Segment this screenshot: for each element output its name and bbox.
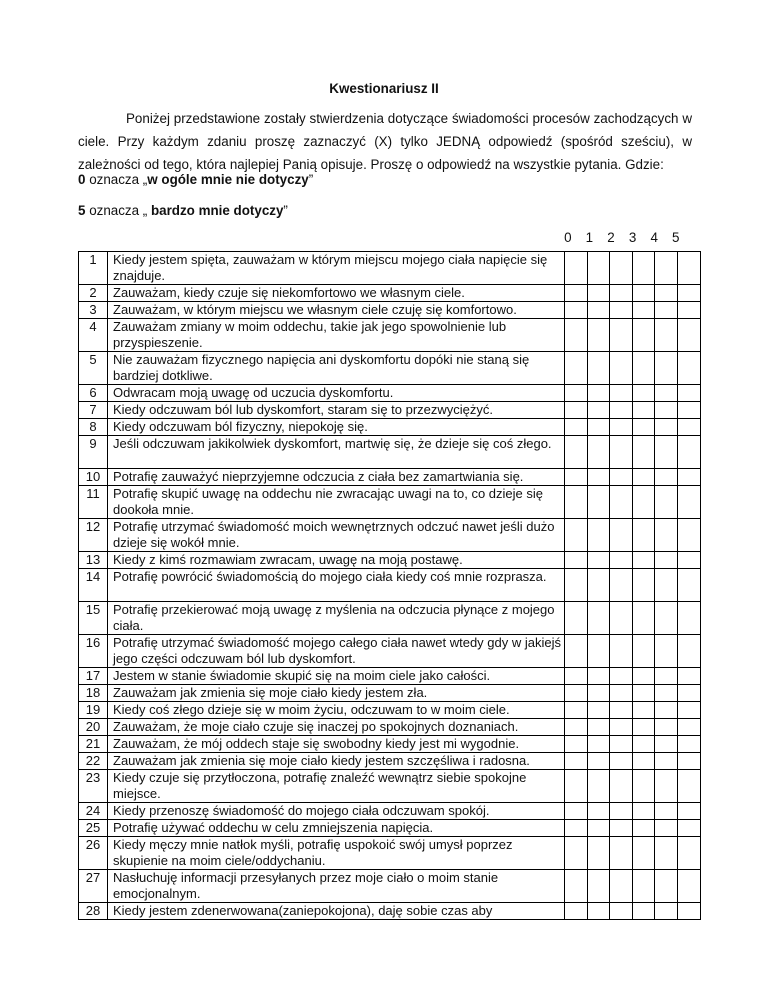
question-text: Kiedy męczy mnie natłok myśli, potrafię uspokoić swój umysł poprzez skupienie na moim ciele/oddychaniu. [108,837,565,870]
answer-box-4[interactable] [655,486,678,519]
answer-box-5[interactable] [677,820,700,837]
answer-box-3[interactable] [632,486,655,519]
answer-box-5[interactable] [677,685,700,702]
question-text: Potrafię skupić uwagę na oddechu nie zwracając uwagi na to, co dzieje się dookoła mnie. [108,486,565,519]
answer-box-4[interactable] [655,519,678,552]
answer-box-0[interactable] [565,719,588,736]
answer-box-4[interactable] [655,569,678,602]
answer-box-3[interactable] [632,668,655,685]
answer-box-0[interactable] [565,602,588,635]
answer-box-1[interactable] [587,519,610,552]
answer-box-5[interactable] [677,753,700,770]
answer-box-3[interactable] [632,302,655,319]
question-row [79,385,701,402]
question-row [79,702,701,719]
answer-box-5[interactable] [677,903,700,920]
answer-box-1[interactable] [587,702,610,719]
answer-box-4[interactable] [655,870,678,903]
answer-box-2[interactable] [610,870,633,903]
answer-box-4[interactable] [655,685,678,702]
answer-box-0[interactable] [565,702,588,719]
answer-box-0[interactable] [565,285,588,302]
answer-box-4[interactable] [655,803,678,820]
answer-box-0[interactable] [565,837,588,870]
question-text: Potrafię powrócić świadomością do mojego ciała kiedy coś mnie rozprasza. [108,569,565,602]
answer-box-5[interactable] [677,252,700,285]
answer-box-3[interactable] [632,469,655,486]
question-number: 9 [79,436,108,469]
column-header-1: 1 [585,230,594,245]
question-row [79,820,701,837]
question-text: Potrafię przekierować moją uwagę z myślenia na odczucia płynące z mojego ciała. [108,602,565,635]
question-text: Nasłuchuję informacji przesyłanych przez moje ciało o moim stanie emocjonalnym. [108,870,565,903]
question-number: 20 [79,719,108,736]
answer-box-1[interactable] [587,903,610,920]
answer-box-1[interactable] [587,436,610,469]
answer-box-5[interactable] [677,385,700,402]
question-row [79,685,701,702]
question-row [79,552,701,569]
question-row [79,803,701,820]
question-row [79,903,701,920]
answer-box-1[interactable] [587,870,610,903]
answer-box-1[interactable] [587,486,610,519]
answer-box-3[interactable] [632,352,655,385]
answer-box-2[interactable] [610,837,633,870]
question-row [79,402,701,419]
answer-box-4[interactable] [655,252,678,285]
answer-box-0[interactable] [565,635,588,668]
answer-box-1[interactable] [587,569,610,602]
answer-box-5[interactable] [677,668,700,685]
question-text: Kiedy jestem zdenerwowana(zaniepokojona), daję sobie czas aby [108,903,565,920]
answer-box-4[interactable] [655,436,678,469]
answer-box-1[interactable] [587,736,610,753]
question-row [79,668,701,685]
question-text: Kiedy czuje się przytłoczona, potrafię znaleźć wewnątrz siebie spokojne miejsce. [108,770,565,803]
answer-box-5[interactable] [677,870,700,903]
question-number: 21 [79,736,108,753]
question-row [79,352,701,385]
answer-box-2[interactable] [610,469,633,486]
question-number: 18 [79,685,108,702]
scale-five-number: 5 [78,203,86,218]
answer-box-5[interactable] [677,419,700,436]
question-number: 12 [79,519,108,552]
answer-box-3[interactable] [632,903,655,920]
answer-box-5[interactable] [677,770,700,803]
question-text: Potrafię utrzymać świadomość mojego całego ciała nawet wtedy gdy w jakiejś jego części odczuwam ból lub dyskomfort. [108,635,565,668]
answer-box-4[interactable] [655,302,678,319]
question-row [79,635,701,668]
answer-box-4[interactable] [655,635,678,668]
answer-box-4[interactable] [655,820,678,837]
answer-box-2[interactable] [610,436,633,469]
question-row [79,753,701,770]
answer-box-4[interactable] [655,770,678,803]
question-number: 25 [79,820,108,837]
answer-box-2[interactable] [610,753,633,770]
answer-box-2[interactable] [610,486,633,519]
answer-box-5[interactable] [677,319,700,352]
answer-box-4[interactable] [655,753,678,770]
question-row [79,469,701,486]
question-row [79,302,701,319]
answer-box-1[interactable] [587,602,610,635]
question-number: 16 [79,635,108,668]
answer-box-1[interactable] [587,685,610,702]
answer-box-0[interactable] [565,803,588,820]
question-number: 22 [79,753,108,770]
answer-box-0[interactable] [565,419,588,436]
column-header-4: 4 [650,230,658,245]
answer-box-3[interactable] [632,736,655,753]
question-text: Zauważam, w którym miejscu we własnym ciele czuję się komfortowo. [108,302,565,319]
answer-box-1[interactable] [587,302,610,319]
answer-box-4[interactable] [655,837,678,870]
question-row [79,837,701,870]
question-text: Kiedy odczuwam ból lub dyskomfort, staram się to przezwyciężyć. [108,402,565,419]
answer-box-3[interactable] [632,753,655,770]
question-number: 23 [79,770,108,803]
answer-box-2[interactable] [610,820,633,837]
answer-column-headers [557,230,687,250]
column-header-2: 2 [607,230,615,245]
question-row [79,770,701,803]
answer-box-0[interactable] [565,736,588,753]
question-text: Kiedy odczuwam ból fizyczny, niepokoję się. [108,419,565,436]
question-row [79,870,701,903]
answer-box-3[interactable] [632,385,655,402]
question-text: Potrafię utrzymać świadomość moich wewnętrznych odczuć nawet jeśli dużo dzieje się wokół mnie. [108,519,565,552]
question-number: 15 [79,602,108,635]
answer-box-0[interactable] [565,352,588,385]
answer-box-0[interactable] [565,319,588,352]
question-number: 4 [79,319,108,352]
answer-box-1[interactable] [587,820,610,837]
question-row [79,252,701,285]
question-number: 27 [79,870,108,903]
answer-box-0[interactable] [565,668,588,685]
scale-legend-zero [78,172,313,187]
scale-zero-number: 0 [78,172,86,187]
instructions-text: Poniżej przedstawione zostały stwierdzenia dotyczące świadomości procesów zachodzących w ciele. Przy każdym zdaniu proszę zaznaczyć (X) tylko JEDNĄ odpowiedź (spośród sześciu), w zależności od tego, która najlepiej Panią opisuje. Proszę o odpowiedź na wszystkie pytania. Gdzie: [78,111,692,172]
answer-box-3[interactable] [632,770,655,803]
answer-box-2[interactable] [610,702,633,719]
answer-box-2[interactable] [610,803,633,820]
questionnaire-table [78,251,701,920]
question-text: Zauważam jak zmienia się moje ciało kiedy jestem zła. [108,685,565,702]
column-header-3: 3 [628,230,637,245]
answer-box-2[interactable] [610,668,633,685]
answer-box-5[interactable] [677,486,700,519]
question-number: 17 [79,668,108,685]
answer-box-2[interactable] [610,685,633,702]
answer-box-2[interactable] [610,352,633,385]
answer-box-3[interactable] [632,870,655,903]
answer-box-0[interactable] [565,436,588,469]
answer-box-0[interactable] [565,252,588,285]
answer-box-3[interactable] [632,803,655,820]
question-number: 28 [79,903,108,920]
question-text: Potrafię zauważyć nieprzyjemne odczucia z ciała bez zamartwiania się. [108,469,565,486]
answer-box-2[interactable] [610,519,633,552]
question-number: 7 [79,402,108,419]
answer-box-2[interactable] [610,419,633,436]
answer-box-3[interactable] [632,602,655,635]
answer-box-4[interactable] [655,903,678,920]
answer-box-2[interactable] [610,569,633,602]
question-text: Zauważam, że mój oddech staje się swobodny kiedy jest mi wygodnie. [108,736,565,753]
answer-box-0[interactable] [565,302,588,319]
question-number: 2 [79,285,108,302]
question-number: 24 [79,803,108,820]
scale-five-prefix: oznacza „ [89,203,151,218]
answer-box-3[interactable] [632,436,655,469]
question-number: 11 [79,486,108,519]
answer-box-1[interactable] [587,319,610,352]
question-row [79,285,701,302]
answer-box-5[interactable] [677,402,700,419]
answer-box-5[interactable] [677,285,700,302]
page-title: Kwestionariusz II [329,81,439,96]
column-header-5: 5 [672,230,680,245]
answer-box-3[interactable] [632,719,655,736]
question-text: Kiedy coś złego dzieje się w moim życiu, odczuwam to w moim ciele. [108,702,565,719]
question-number: 10 [79,469,108,486]
answer-box-0[interactable] [565,685,588,702]
question-text: Zauważam jak zmienia się moje ciało kiedy jestem szczęśliwa i radosna. [108,753,565,770]
question-text: Nie zauważam fizycznego napięcia ani dyskomfortu dopóki nie staną się bardziej dotkliwe. [108,352,565,385]
answer-box-1[interactable] [587,719,610,736]
scale-legend-five [78,203,288,218]
answer-box-3[interactable] [632,820,655,837]
answer-box-2[interactable] [610,635,633,668]
answer-box-2[interactable] [610,719,633,736]
question-number: 1 [79,252,108,285]
question-text: Odwracam moją uwagę od uczucia dyskomfortu. [108,385,565,402]
answer-box-0[interactable] [565,903,588,920]
answer-box-0[interactable] [565,770,588,803]
answer-box-5[interactable] [677,552,700,569]
question-number: 5 [79,352,108,385]
answer-box-3[interactable] [632,685,655,702]
question-text: Zauważam zmiany w moim oddechu, takie jak jego spowolnienie lub przyspieszenie. [108,319,565,352]
answer-box-2[interactable] [610,252,633,285]
question-text: Zauważam, kiedy czuje się niekomfortowo we własnym ciele. [108,285,565,302]
question-text: Potrafię używać oddechu w celu zmniejszenia napięcia. [108,820,565,837]
question-row [79,319,701,352]
answer-box-0[interactable] [565,870,588,903]
answer-box-5[interactable] [677,469,700,486]
answer-box-4[interactable] [655,285,678,302]
answer-box-4[interactable] [655,352,678,385]
answer-box-2[interactable] [610,302,633,319]
answer-box-4[interactable] [655,385,678,402]
answer-box-1[interactable] [587,552,610,569]
answer-box-5[interactable] [677,803,700,820]
answer-box-0[interactable] [565,469,588,486]
answer-box-3[interactable] [632,252,655,285]
answer-box-2[interactable] [610,770,633,803]
answer-box-2[interactable] [610,903,633,920]
answer-box-3[interactable] [632,552,655,569]
answer-box-0[interactable] [565,552,588,569]
answer-box-1[interactable] [587,252,610,285]
answer-box-0[interactable] [565,820,588,837]
question-number: 8 [79,419,108,436]
answer-box-1[interactable] [587,770,610,803]
answer-box-1[interactable] [587,635,610,668]
answer-box-0[interactable] [565,753,588,770]
answer-box-5[interactable] [677,602,700,635]
answer-box-1[interactable] [587,803,610,820]
question-text: Kiedy jestem spięta, zauważam w którym miejscu mojego ciała napięcie się znajduje. [108,252,565,285]
answer-box-1[interactable] [587,419,610,436]
answer-box-0[interactable] [565,385,588,402]
answer-box-5[interactable] [677,352,700,385]
answer-box-0[interactable] [565,569,588,602]
answer-box-1[interactable] [587,402,610,419]
answer-box-4[interactable] [655,319,678,352]
answer-box-1[interactable] [587,385,610,402]
question-text: Kiedy z kimś rozmawiam zwracam, uwagę na moją postawę. [108,552,565,569]
answer-box-4[interactable] [655,419,678,436]
scale-five-suffix: ” [283,203,288,218]
question-number: 3 [79,302,108,319]
answer-box-5[interactable] [677,702,700,719]
answer-box-1[interactable] [587,352,610,385]
question-row [79,486,701,519]
question-text: Kiedy przenoszę świadomość do mojego ciała odczuwam spokój. [108,803,565,820]
column-header-0: 0 [564,230,572,245]
answer-box-4[interactable] [655,719,678,736]
answer-box-2[interactable] [610,385,633,402]
answer-box-5[interactable] [677,519,700,552]
answer-box-2[interactable] [610,319,633,352]
answer-box-3[interactable] [632,285,655,302]
answer-box-2[interactable] [610,402,633,419]
answer-box-3[interactable] [632,635,655,668]
answer-box-4[interactable] [655,552,678,569]
answer-box-5[interactable] [677,635,700,668]
scale-zero-label: w ogóle mnie nie dotyczy [147,172,309,187]
answer-box-3[interactable] [632,319,655,352]
answer-box-3[interactable] [632,419,655,436]
question-text: Jeśli odczuwam jakikolwiek dyskomfort, martwię się, że dzieje się coś złego. [108,436,565,469]
question-row [79,569,701,602]
answer-box-3[interactable] [632,519,655,552]
answer-box-1[interactable] [587,837,610,870]
answer-box-1[interactable] [587,753,610,770]
scale-zero-prefix: oznacza „ [89,172,148,187]
answer-box-1[interactable] [587,469,610,486]
answer-box-0[interactable] [565,402,588,419]
scale-five-label: bardzo mnie dotyczy [150,203,284,218]
question-text: Jestem w stanie świadomie skupić się na moim ciele jako całości. [108,668,565,685]
question-row [79,419,701,436]
scale-zero-suffix: ” [308,172,314,187]
answer-box-3[interactable] [632,702,655,719]
answer-box-4[interactable] [655,668,678,685]
answer-box-0[interactable] [565,486,588,519]
answer-box-2[interactable] [610,602,633,635]
answer-box-4[interactable] [655,736,678,753]
answer-box-5[interactable] [677,436,700,469]
question-row [79,736,701,753]
answer-box-4[interactable] [655,469,678,486]
answer-box-3[interactable] [632,837,655,870]
answer-box-1[interactable] [587,668,610,685]
question-number: 26 [79,837,108,870]
answer-box-4[interactable] [655,402,678,419]
question-row [79,436,701,469]
answer-box-4[interactable] [655,602,678,635]
answer-box-2[interactable] [610,552,633,569]
answer-box-2[interactable] [610,736,633,753]
answer-box-5[interactable] [677,302,700,319]
answer-box-2[interactable] [610,285,633,302]
answer-box-4[interactable] [655,702,678,719]
answer-box-3[interactable] [632,402,655,419]
answer-box-5[interactable] [677,719,700,736]
answer-box-0[interactable] [565,519,588,552]
answer-box-1[interactable] [587,285,610,302]
answer-box-5[interactable] [677,837,700,870]
answer-box-5[interactable] [677,569,700,602]
question-number: 19 [79,702,108,719]
question-row [79,602,701,635]
question-text: Zauważam, że moje ciało czuje się inaczej po spokojnych doznaniach. [108,719,565,736]
question-number: 13 [79,552,108,569]
question-number: 6 [79,385,108,402]
question-row [79,519,701,552]
instructions [78,107,692,176]
question-row [79,719,701,736]
answer-box-3[interactable] [632,569,655,602]
question-number: 14 [79,569,108,602]
answer-box-5[interactable] [677,736,700,753]
